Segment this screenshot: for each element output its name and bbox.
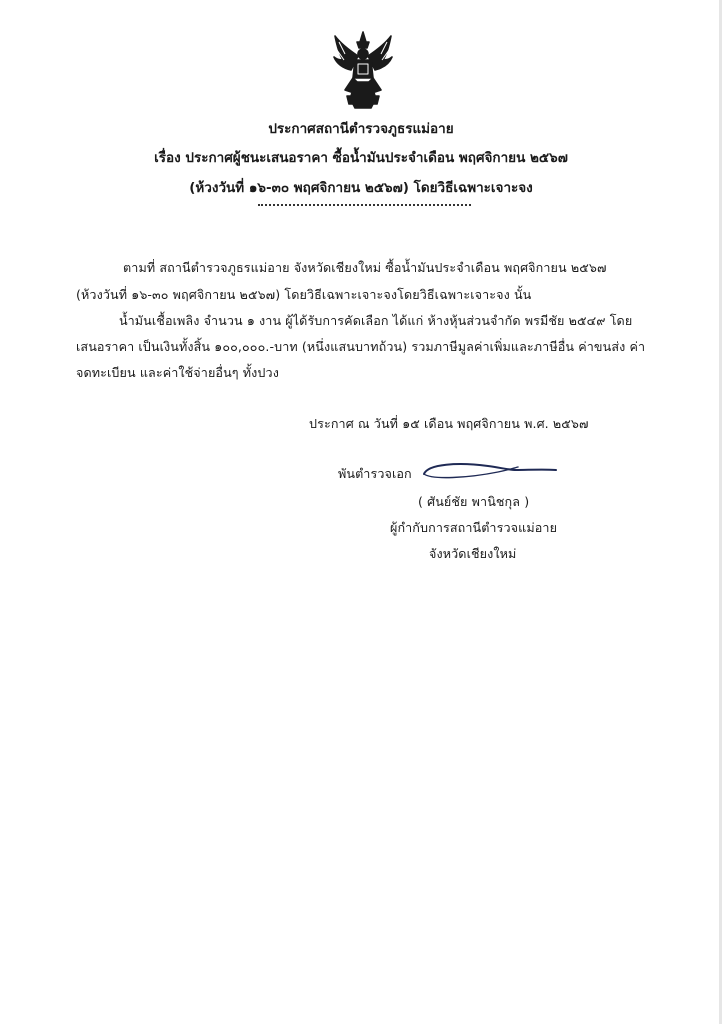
signatory-rank: พันตำรวจเอก <box>338 466 412 481</box>
body-line-5: จดทะเบียน และค่าใช้จ่ายอื่นๆ ทั้งปวง <box>76 365 279 380</box>
signatory-province: จังหวัดเชียงใหม่ <box>429 546 517 561</box>
document-subject: เรื่อง ประกาศผู้ชนะเสนอราคา ซื้อน้ำมันประจำเดือน พฤศจิกายน ๒๕๖๗ <box>154 150 568 166</box>
garuda-emblem-icon <box>331 30 395 110</box>
body-line-1: ตามที่ สถานีตำรวจภูธรแม่อาย จังหวัดเชียงใหม่ ซื้อน้ำมันประจำเดือน พฤศจิกายน ๒๕๖๗ <box>123 260 607 275</box>
document-period: (ห้วงวันที่ ๑๖-๓๐ พฤศจิกายน ๒๕๖๗) โดยวิธีเฉพาะเจาะจง <box>189 180 533 196</box>
signatory-name: ( ศันย์ชัย พานิชกุล ) <box>418 494 530 509</box>
document-office-title: ประกาศสถานีตำรวจภูธรแม่อาย <box>268 121 454 137</box>
announcement-date: ประกาศ ณ วันที่ ๑๕ เดือน พฤศจิกายน พ.ศ. ๒๕๖๗ <box>309 416 589 431</box>
body-line-3: น้ำมันเชื้อเพลิง จำนวน ๑ งาน ผู้ได้รับการคัดเลือก ได้แก่ ห้างหุ้นส่วนจำกัด พรมีชัย ๒๕๔๙ โดย <box>119 313 633 328</box>
dotted-divider <box>258 204 471 206</box>
body-line-4: เสนอราคา เป็นเงินทั้งสิ้น ๑๐๐,๐๐๐.-บาท (หนึ่งแสนบาทถ้วน) รวมภาษีมูลค่าเพิ่มและภาษีอื่น ค่าขนส่ง ค่า <box>76 339 646 354</box>
handwritten-signature-icon <box>418 458 558 482</box>
body-line-2: (ห้วงวันที่ ๑๖-๓๐ พฤศจิกายน ๒๕๖๗) โดยวิธีเฉพาะเจาะจงโดยวิธีเฉพาะเจาะจง นั้น <box>76 287 532 302</box>
signatory-position: ผู้กำกับการสถานีตำรวจแม่อาย <box>390 520 558 535</box>
